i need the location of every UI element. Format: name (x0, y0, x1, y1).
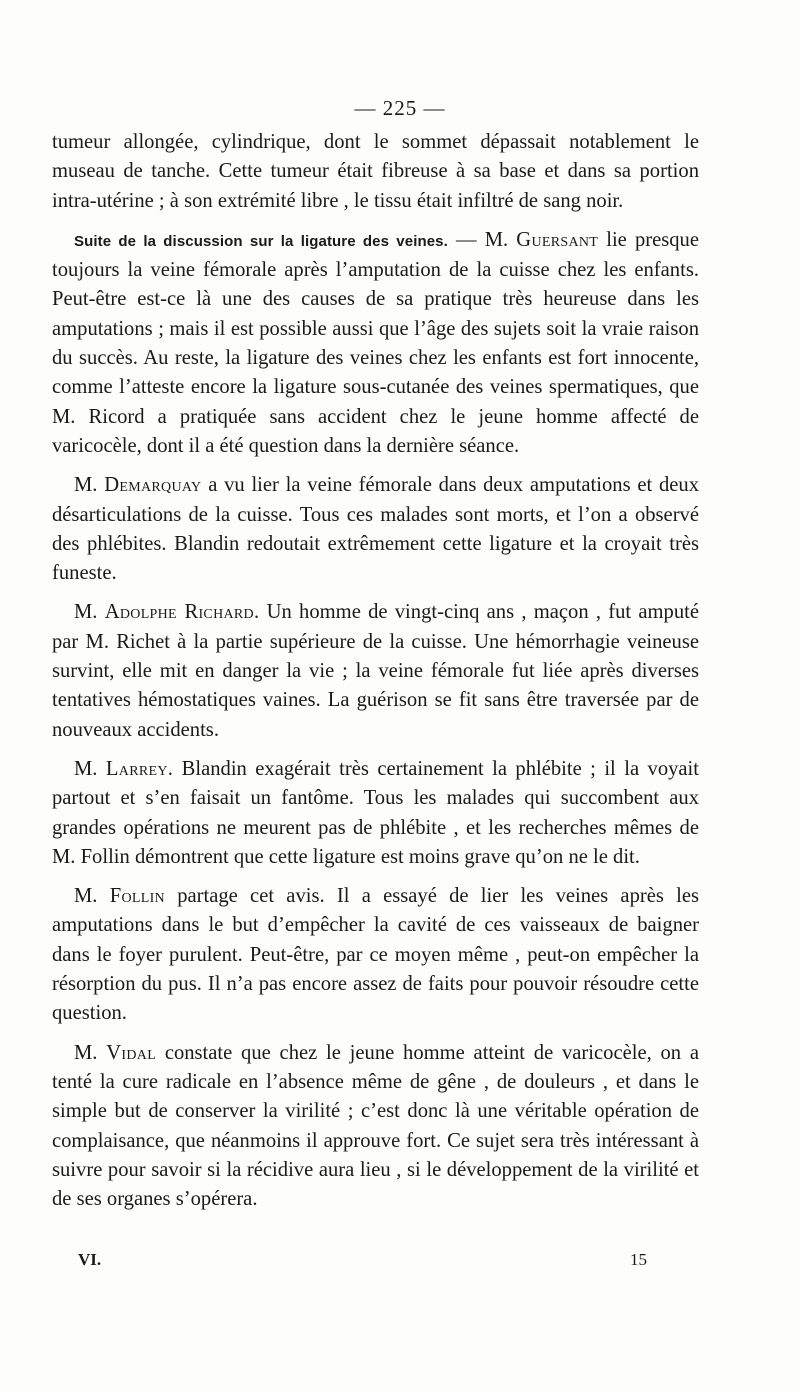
speaker-name: Follin (109, 885, 165, 908)
paragraph-text: constate que chez le jeune homme atteint de varicocèle, on a tenté la cure radicale en l’absence même de gêne , de douleurs , et dans le simple but de conserver la virilité ; c’est donc là une véritable opération de complaisance, que néanmoins il approuve fort. Ce sujet sera très intéressant à suivre pour savoir si la récidive aura lieu , si le développement de la virilité et de ses organes s’opérera. (52, 1041, 700, 1211)
paragraph-vidal (52, 1039, 699, 1215)
section-title: Suite de la discussion sur la ligature des veines. (74, 232, 448, 250)
main-text (52, 128, 699, 1224)
paragraph-text: a vu lier la veine fémorale dans deux amputations et deux désarticulations de la cuisse. Tous ces malades sont morts, et l’on a observé des phlébites. Blandin redoutait extrêmement cette ligature et la croyait très funeste. (52, 474, 700, 585)
speaker-prefix: M. (74, 1041, 107, 1064)
signature-mark: 15 (630, 1250, 647, 1269)
paragraph-text: partage cet avis. Il a essayé de lier les veines après les amputations dans le but d’empêcher la cavité de ces vaisseaux de baigner dans le foyer purulent. Peut-être, par ce moyen même , peut-on empêcher la résorption du pus. Il n’a pas encore assez de faits pour pouvoir résoudre cette question. (52, 885, 700, 1025)
speaker-name: Guersant (516, 228, 599, 251)
paragraph-guersant (52, 226, 699, 461)
speaker-prefix: M. (74, 601, 105, 624)
paragraph-continuation (52, 128, 699, 216)
paragraph-demarquay (52, 471, 699, 588)
volume-number: VI. (78, 1250, 102, 1269)
paragraph-follin (52, 882, 699, 1028)
page-number: — 225 — (354, 96, 446, 120)
paragraph-text: tumeur allongée, cylindrique, dont le sommet dépassait notablement le museau de tanche. Cette tumeur était fibreuse à sa base et dans sa portion intra-utérine ; à son extrémité libre , le tissu était infiltré de sang noir. (52, 131, 699, 212)
speaker-prefix: M. (74, 757, 106, 780)
speaker-name: Vidal (106, 1041, 157, 1064)
paragraph-richard (52, 598, 699, 744)
speaker-name: Larrey. (105, 757, 174, 780)
speaker-name: Demarquay (104, 474, 202, 497)
speaker-prefix: M. (74, 474, 105, 497)
page-footer (0, 1250, 800, 1280)
paragraph-text: lie presque toujours la veine fémorale après l’amputation de la cuisse chez les enfants. Peut-être est-ce là une des causes de sa pratique très heureuse dans les amputations ; mais il est possible aussi que l’âge des sujets soit la vraie raison du succès. Au reste, la ligature des veines chez les enfants est fort innocente, comme l’atteste encore la ligature sous-cutanée des veines spermatiques, que M. Ricord a pratiquée sans accident chez le jeune homme affecté de varicocèle, dont il a été question dans la dernière séance. (52, 228, 699, 457)
paragraph-larrey (52, 755, 699, 872)
paragraph-text: Blandin exagérait très certainement la phlébite ; il la voyait partout et s’en faisait un fantôme. Tous les malades qui succombent aux grandes opérations ne meurent pas de phlébite , et les recherches mêmes de M. Follin démontrent que cette ligature est moins grave qu’on ne le dit. (52, 757, 699, 868)
speaker-prefix: M. (74, 885, 110, 908)
speaker-dash: — M. (447, 228, 517, 251)
speaker-name: Adolphe Richard. (104, 601, 260, 624)
paragraph-text: Un homme de vingt-cinq ans , maçon , fut amputé par M. Richet à la partie supérieure de la cuisse. Une hémorrhagie veineuse survint, elle mit en danger la vie ; la veine fémorale fut liée après diverses tentatives hémostatiques vaines. La guérison se fit sans être traversée par de nouveaux accidents. (52, 601, 699, 741)
